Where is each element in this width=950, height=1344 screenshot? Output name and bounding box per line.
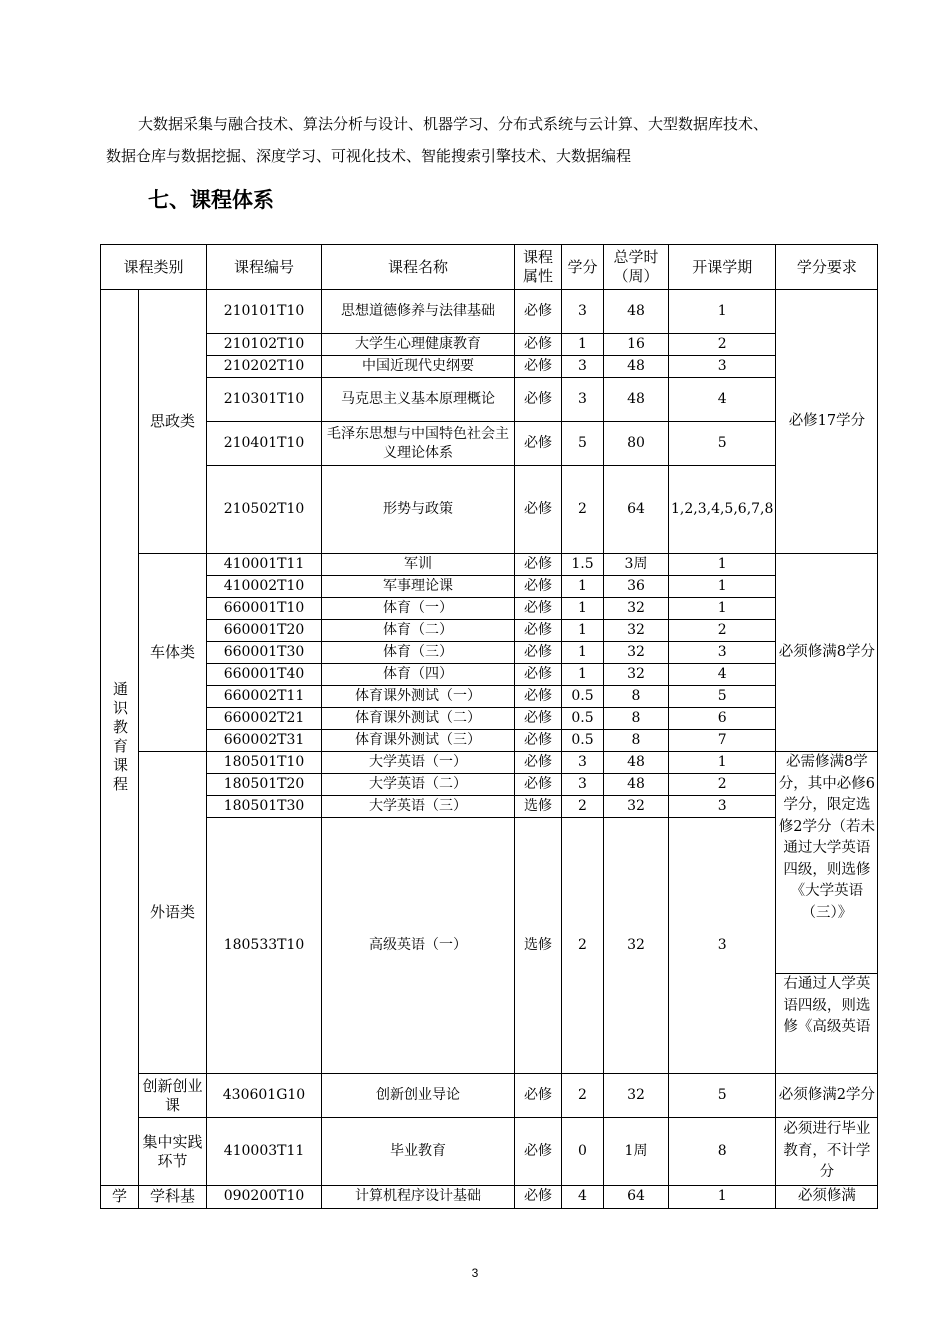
course-name: 大学英语（一） bbox=[322, 752, 515, 774]
requirement-politics: 必修17学分 bbox=[776, 290, 878, 554]
course-hours: 36 bbox=[604, 576, 669, 598]
course-term: 8 bbox=[669, 1118, 776, 1186]
course-code: 210101T10 bbox=[207, 290, 322, 334]
course-attr: 必修 bbox=[515, 378, 562, 422]
course-hours: 16 bbox=[604, 334, 669, 356]
table-row bbox=[101, 356, 878, 378]
section-heading: 七、课程体系 bbox=[148, 188, 274, 212]
course-term: 1 bbox=[669, 1186, 776, 1209]
course-name: 体育课外测试（一） bbox=[322, 686, 515, 708]
course-credit: 0.5 bbox=[562, 730, 604, 752]
course-hours: 48 bbox=[604, 774, 669, 796]
course-attr: 必修 bbox=[515, 664, 562, 686]
course-code: 180501T20 bbox=[207, 774, 322, 796]
table-row bbox=[101, 686, 878, 708]
course-term: 6 bbox=[669, 708, 776, 730]
page-number: 3 bbox=[471, 1266, 479, 1280]
course-term: 2 bbox=[669, 620, 776, 642]
course-term: 4 bbox=[669, 664, 776, 686]
course-code: 410003T11 bbox=[207, 1118, 322, 1186]
course-term: 5 bbox=[669, 422, 776, 466]
course-term: 1 bbox=[669, 290, 776, 334]
course-code: 660001T40 bbox=[207, 664, 322, 686]
course-hours: 48 bbox=[604, 290, 669, 334]
course-attr: 必修 bbox=[515, 554, 562, 576]
course-name: 体育课外测试（三） bbox=[322, 730, 515, 752]
category-innovation: 创新创业课 bbox=[139, 1074, 207, 1118]
course-credit: 1 bbox=[562, 334, 604, 356]
course-attr: 必修 bbox=[515, 356, 562, 378]
course-name: 思想道德修养与法律基础 bbox=[322, 290, 515, 334]
course-name: 计算机程序设计基础 bbox=[322, 1186, 515, 1209]
course-term: 3 bbox=[669, 356, 776, 378]
course-name: 毕业教育 bbox=[322, 1118, 515, 1186]
table-row bbox=[101, 422, 878, 466]
header-name: 课程名称 bbox=[322, 245, 515, 290]
course-hours: 32 bbox=[604, 598, 669, 620]
course-credit: 5 bbox=[562, 422, 604, 466]
course-hours: 32 bbox=[604, 818, 669, 1074]
table-row bbox=[101, 466, 878, 554]
intro-line-1: 大数据采集与融合技术、算法分析与设计、机器学习、分布式系统与云计算、大型数据库技术、 bbox=[138, 115, 769, 133]
header-term: 开课学期 bbox=[669, 245, 776, 290]
course-code: 210401T10 bbox=[207, 422, 322, 466]
category-language: 外语类 bbox=[139, 752, 207, 1074]
table-row bbox=[101, 1118, 878, 1186]
course-name: 大学生心理健康教育 bbox=[322, 334, 515, 356]
course-code: 180533T10 bbox=[207, 818, 322, 1074]
course-attr: 必修 bbox=[515, 334, 562, 356]
requirement-innovation: 必须修满2学分 bbox=[776, 1074, 878, 1118]
course-hours: 64 bbox=[604, 466, 669, 554]
course-name: 毛泽东思想与中国特色社会主义理论体系 bbox=[322, 422, 515, 466]
table-row bbox=[101, 1074, 878, 1118]
course-code: 210202T10 bbox=[207, 356, 322, 378]
header-category: 课程类别 bbox=[101, 245, 207, 290]
course-code: 660001T30 bbox=[207, 642, 322, 664]
table-row bbox=[101, 598, 878, 620]
course-name: 军训 bbox=[322, 554, 515, 576]
table-row bbox=[101, 708, 878, 730]
course-name: 形势与政策 bbox=[322, 466, 515, 554]
table-row bbox=[101, 818, 878, 974]
course-credit: 3 bbox=[562, 290, 604, 334]
course-name: 大学英语（三） bbox=[322, 796, 515, 818]
course-code: 180501T10 bbox=[207, 752, 322, 774]
course-term: 1 bbox=[669, 598, 776, 620]
course-credit: 1.5 bbox=[562, 554, 604, 576]
course-code: 660002T31 bbox=[207, 730, 322, 752]
course-credit: 2 bbox=[562, 818, 604, 1074]
course-name: 体育（四） bbox=[322, 664, 515, 686]
course-term: 3 bbox=[669, 796, 776, 818]
table-row bbox=[101, 290, 878, 334]
course-credit: 3 bbox=[562, 356, 604, 378]
course-code: 660001T20 bbox=[207, 620, 322, 642]
course-name: 体育（三） bbox=[322, 642, 515, 664]
course-hours: 64 bbox=[604, 1186, 669, 1209]
course-credit: 1 bbox=[562, 576, 604, 598]
course-attr: 必修 bbox=[515, 642, 562, 664]
course-attr: 选修 bbox=[515, 818, 562, 1074]
course-code: 210301T10 bbox=[207, 378, 322, 422]
course-term: 5 bbox=[669, 686, 776, 708]
course-attr: 必修 bbox=[515, 686, 562, 708]
course-hours: 80 bbox=[604, 422, 669, 466]
course-code: 210502T10 bbox=[207, 466, 322, 554]
course-term: 4 bbox=[669, 378, 776, 422]
header-credit: 学分 bbox=[562, 245, 604, 290]
table-row bbox=[101, 664, 878, 686]
category-politics: 思政类 bbox=[139, 290, 207, 554]
course-term: 7 bbox=[669, 730, 776, 752]
course-attr: 必修 bbox=[515, 1186, 562, 1209]
group-general-label: 通识教育课程 bbox=[111, 680, 129, 795]
course-credit: 0.5 bbox=[562, 708, 604, 730]
course-term: 3 bbox=[669, 818, 776, 1074]
course-code: 090200T10 bbox=[207, 1186, 322, 1209]
course-hours: 32 bbox=[604, 1074, 669, 1118]
course-hours: 32 bbox=[604, 642, 669, 664]
requirement-language-a bbox=[776, 752, 878, 974]
course-credit: 4 bbox=[562, 1186, 604, 1209]
course-hours: 48 bbox=[604, 356, 669, 378]
course-hours: 1周 bbox=[604, 1118, 669, 1186]
table-header-row bbox=[101, 245, 878, 290]
course-attr: 必修 bbox=[515, 598, 562, 620]
course-attr: 必修 bbox=[515, 1118, 562, 1186]
course-credit: 2 bbox=[562, 1074, 604, 1118]
intro-paragraph bbox=[106, 108, 846, 172]
header-hours: 总学时（周） bbox=[604, 245, 669, 290]
course-credit: 1 bbox=[562, 598, 604, 620]
table-row bbox=[101, 576, 878, 598]
course-credit: 0.5 bbox=[562, 686, 604, 708]
course-credit: 1 bbox=[562, 620, 604, 642]
course-attr: 必修 bbox=[515, 620, 562, 642]
course-code: 180501T30 bbox=[207, 796, 322, 818]
course-credit: 2 bbox=[562, 466, 604, 554]
requirement-language-a-text: 必需修满8学分，其中必修6学分，限定选修2学分（若未通过大学英语四级，则选修《大学英语（三）》 bbox=[778, 754, 876, 921]
course-hours: 32 bbox=[604, 664, 669, 686]
course-name: 体育课外测试（二） bbox=[322, 708, 515, 730]
course-credit: 3 bbox=[562, 774, 604, 796]
course-term: 2 bbox=[669, 334, 776, 356]
category-practice: 集中实践环节 bbox=[139, 1118, 207, 1186]
course-name: 大学英语（二） bbox=[322, 774, 515, 796]
course-hours: 8 bbox=[604, 730, 669, 752]
course-code: 660002T11 bbox=[207, 686, 322, 708]
course-credit: 3 bbox=[562, 752, 604, 774]
course-code: 660002T21 bbox=[207, 708, 322, 730]
course-attr: 必修 bbox=[515, 576, 562, 598]
course-attr: 必修 bbox=[515, 422, 562, 466]
course-name: 创新创业导论 bbox=[322, 1074, 515, 1118]
course-attr: 必修 bbox=[515, 466, 562, 554]
course-attr: 必修 bbox=[515, 730, 562, 752]
table-row bbox=[101, 642, 878, 664]
course-attr: 必修 bbox=[515, 752, 562, 774]
course-credit: 3 bbox=[562, 378, 604, 422]
course-term: 1,2,3,4,5,6,7,8 bbox=[669, 466, 776, 554]
course-name: 高级英语（一） bbox=[322, 818, 515, 1074]
course-credit: 1 bbox=[562, 664, 604, 686]
course-credit: 0 bbox=[562, 1118, 604, 1186]
requirement-sports: 必须修满8学分 bbox=[776, 554, 878, 752]
course-hours: 32 bbox=[604, 620, 669, 642]
course-attr: 必修 bbox=[515, 708, 562, 730]
group-general-cell bbox=[101, 290, 139, 1186]
course-name: 马克思主义基本原理概论 bbox=[322, 378, 515, 422]
course-term: 1 bbox=[669, 576, 776, 598]
course-hours: 48 bbox=[604, 752, 669, 774]
course-hours: 3周 bbox=[604, 554, 669, 576]
course-credit: 2 bbox=[562, 796, 604, 818]
table-row bbox=[101, 1186, 878, 1209]
group-discipline-label: 学 bbox=[101, 1186, 139, 1209]
table-row bbox=[101, 774, 878, 796]
table-row bbox=[101, 796, 878, 818]
course-term: 1 bbox=[669, 752, 776, 774]
course-code: 660001T10 bbox=[207, 598, 322, 620]
requirement-practice: 必须进行毕业教育，不计学分 bbox=[776, 1118, 878, 1186]
table-row bbox=[101, 554, 878, 576]
table-row bbox=[101, 378, 878, 422]
course-code: 210102T10 bbox=[207, 334, 322, 356]
course-hours: 8 bbox=[604, 686, 669, 708]
course-attr: 必修 bbox=[515, 290, 562, 334]
requirement-foundation: 必须修满 bbox=[776, 1186, 878, 1209]
course-name: 中国近现代史纲要 bbox=[322, 356, 515, 378]
course-attr: 选修 bbox=[515, 796, 562, 818]
course-credit: 1 bbox=[562, 642, 604, 664]
requirement-language-b-text: 右通过人学英语四级，则选修《高级英语 bbox=[783, 976, 871, 1035]
table-row bbox=[101, 752, 878, 774]
course-code: 410001T11 bbox=[207, 554, 322, 576]
header-code: 课程编号 bbox=[207, 245, 322, 290]
course-term: 5 bbox=[669, 1074, 776, 1118]
header-attr: 课程属性 bbox=[515, 245, 562, 290]
category-sports: 车体类 bbox=[139, 554, 207, 752]
course-name: 体育（二） bbox=[322, 620, 515, 642]
course-hours: 32 bbox=[604, 796, 669, 818]
course-table bbox=[100, 244, 878, 1209]
course-code: 410002T10 bbox=[207, 576, 322, 598]
requirement-language-b bbox=[776, 974, 878, 1074]
course-attr: 必修 bbox=[515, 774, 562, 796]
intro-line-2: 数据仓库与数据挖掘、深度学习、可视化技术、智能搜索引擎技术、大数据编程 bbox=[106, 147, 632, 165]
course-term: 3 bbox=[669, 642, 776, 664]
course-code: 430601G10 bbox=[207, 1074, 322, 1118]
course-name: 体育（一） bbox=[322, 598, 515, 620]
course-term: 1 bbox=[669, 554, 776, 576]
course-attr: 必修 bbox=[515, 1074, 562, 1118]
course-term: 2 bbox=[669, 774, 776, 796]
category-foundation: 学科基 bbox=[139, 1186, 207, 1209]
course-hours: 48 bbox=[604, 378, 669, 422]
course-name: 军事理论课 bbox=[322, 576, 515, 598]
table-row bbox=[101, 620, 878, 642]
header-requirement: 学分要求 bbox=[776, 245, 878, 290]
course-hours: 8 bbox=[604, 708, 669, 730]
table-row bbox=[101, 730, 878, 752]
table-row bbox=[101, 334, 878, 356]
